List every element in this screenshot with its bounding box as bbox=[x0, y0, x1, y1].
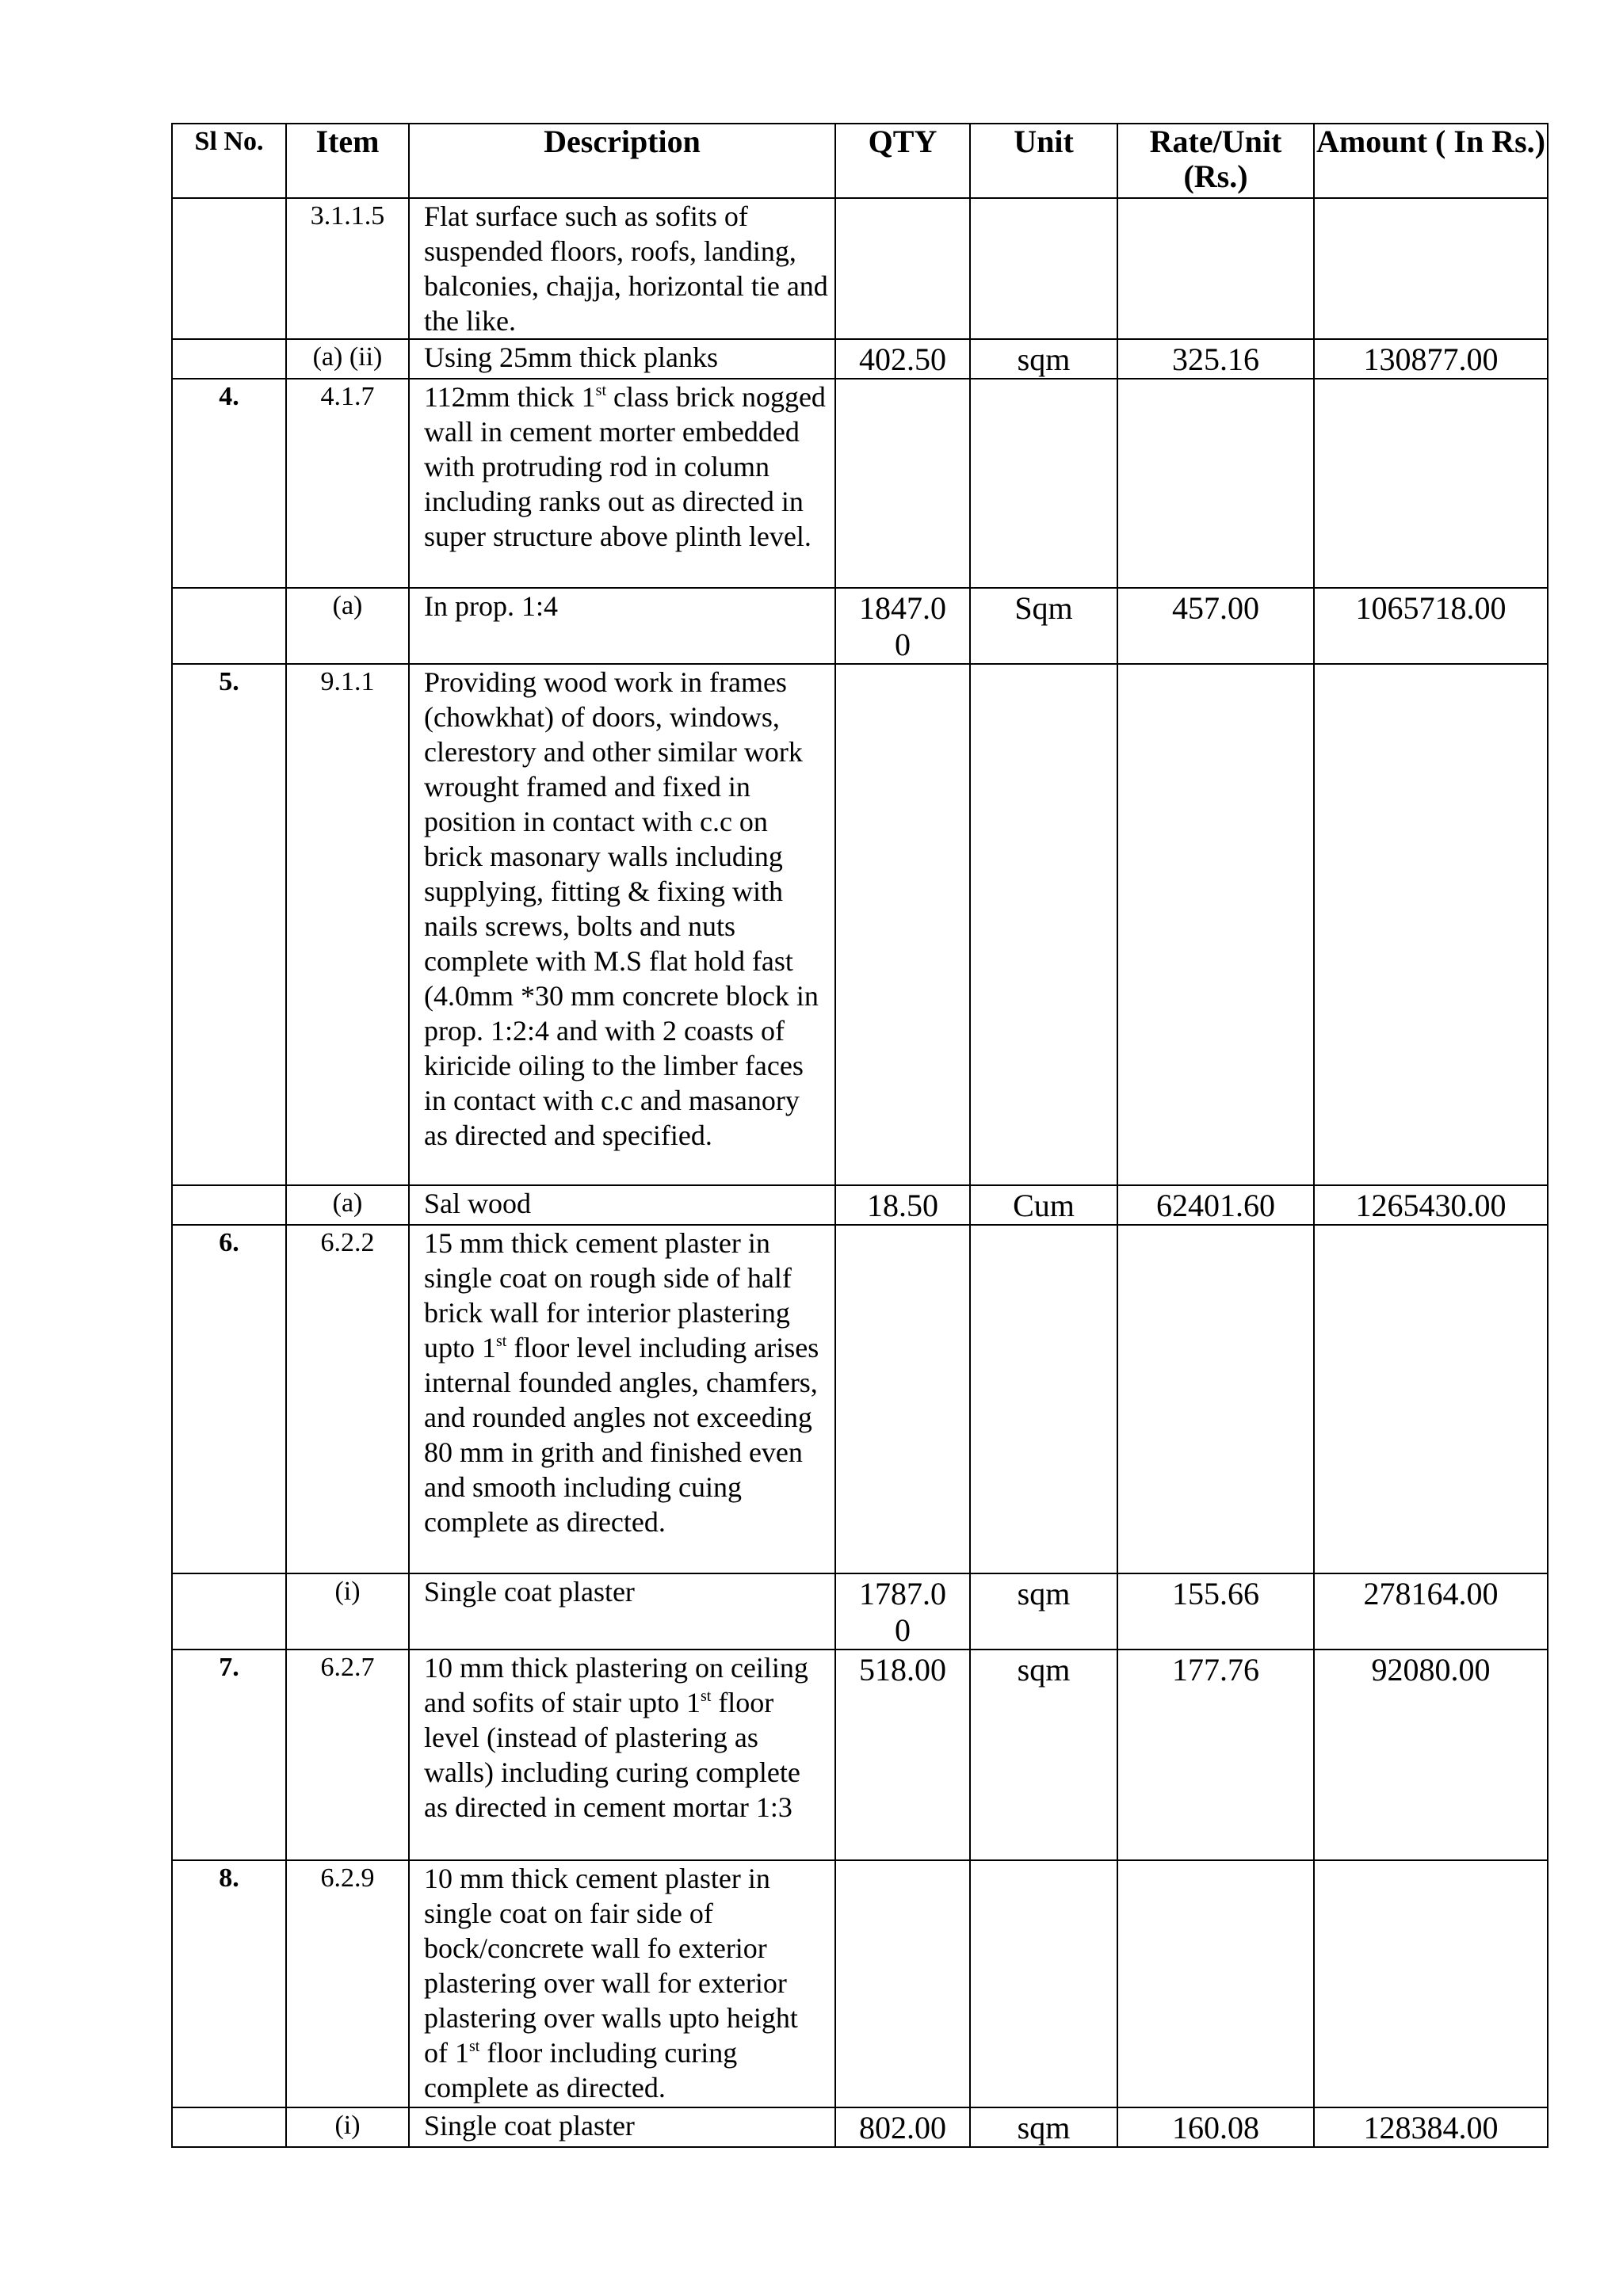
unit-cell: sqm bbox=[970, 1650, 1117, 1860]
item-code-cell: 3.1.1.5 bbox=[286, 198, 409, 339]
rate-cell bbox=[1117, 1225, 1314, 1573]
description-text: 10 mm thick cement plaster in single coat on fair side of bock/concrete wall fo exterior plastering over wall for exterior plastering over walls upto height of 1 bbox=[424, 1863, 798, 2069]
amount-cell bbox=[1314, 664, 1548, 1185]
unit-cell bbox=[970, 198, 1117, 339]
item-code-cell: (i) bbox=[286, 1573, 409, 1650]
qty-cell: 518.00 bbox=[835, 1650, 970, 1860]
item-code-cell: (a) bbox=[286, 588, 409, 664]
table-row bbox=[172, 1860, 1548, 2107]
unit-cell bbox=[970, 379, 1117, 588]
description-cell bbox=[409, 1225, 835, 1573]
item-code-cell: 6.2.7 bbox=[286, 1650, 409, 1860]
qty-cell: 402.50 bbox=[835, 339, 970, 379]
description-cell bbox=[409, 1650, 835, 1860]
sl-no-cell bbox=[172, 198, 286, 339]
table-row bbox=[172, 664, 1548, 1185]
ordinal-suffix: st bbox=[700, 1688, 712, 1705]
amount-cell: 130877.00 bbox=[1314, 339, 1548, 379]
amount-cell bbox=[1314, 1225, 1548, 1573]
table-row bbox=[172, 1650, 1548, 1860]
description-text: 112mm thick 1 bbox=[424, 381, 596, 413]
description-cell: Single coat plaster bbox=[409, 1573, 835, 1650]
description-cell bbox=[409, 1860, 835, 2107]
table-body bbox=[172, 198, 1548, 2147]
description-cell: Flat surface such as sofits of suspended floors, roofs, landing, balconies, chajja, horizontal tie and the like. bbox=[409, 198, 835, 339]
description-text: 15 mm thick cement plaster in single coat on rough side of half brick wall for interior plastering upto 1 bbox=[424, 1227, 792, 1363]
unit-cell: Cum bbox=[970, 1185, 1117, 1225]
header-unit: Unit bbox=[970, 124, 1117, 198]
ordinal-suffix: st bbox=[469, 2038, 480, 2055]
rate-cell: 155.66 bbox=[1117, 1573, 1314, 1650]
table-row bbox=[172, 2107, 1548, 2147]
qty-cell bbox=[835, 1860, 970, 2107]
amount-cell bbox=[1314, 1860, 1548, 2107]
header-qty: QTY bbox=[835, 124, 970, 198]
table-row bbox=[172, 1225, 1548, 1573]
item-code-cell: (a) bbox=[286, 1185, 409, 1225]
header-row bbox=[172, 124, 1548, 198]
sl-no-cell bbox=[172, 2107, 286, 2147]
unit-cell: sqm bbox=[970, 2107, 1117, 2147]
amount-cell: 1065718.00 bbox=[1314, 588, 1548, 664]
rate-cell: 177.76 bbox=[1117, 1650, 1314, 1860]
header-rate: Rate/Unit (Rs.) bbox=[1117, 124, 1314, 198]
header-sl-no: Sl No. bbox=[172, 124, 286, 198]
description-cell: Single coat plaster bbox=[409, 2107, 835, 2147]
table-row bbox=[172, 198, 1548, 339]
description-cell: In prop. 1:4 bbox=[409, 588, 835, 664]
sl-no-cell: 8. bbox=[172, 1860, 286, 2107]
unit-cell: sqm bbox=[970, 1573, 1117, 1650]
sl-no-cell: 7. bbox=[172, 1650, 286, 1860]
header-description: Description bbox=[409, 124, 835, 198]
description-text: floor including curing complete as directed. bbox=[424, 2037, 738, 2103]
sl-no-cell bbox=[172, 339, 286, 379]
item-code-cell: (a) (ii) bbox=[286, 339, 409, 379]
description-text: floor level including arises internal founded angles, chamfers, and rounded angles not exceeding 80 mm in grith and finished even and smooth including cuing complete as directed. bbox=[424, 1332, 819, 1538]
qty-cell bbox=[835, 664, 970, 1185]
sl-no-cell: 4. bbox=[172, 379, 286, 588]
amount-cell: 128384.00 bbox=[1314, 2107, 1548, 2147]
sl-no-cell bbox=[172, 588, 286, 664]
description-cell: Providing wood work in frames (chowkhat) of doors, windows, clerestory and other similar work wrought framed and fixed in position in contact with c.c on brick masonary walls including supplying, fitting & fixing with nails screws, bolts and nuts complete with M.S flat hold fast (4.0mm *30 mm concrete block in prop. 1:2:4 and with 2 coasts of kiricide oiling to the limber faces in contact with c.c and masanory as directed and specified. bbox=[409, 664, 835, 1185]
rate-cell bbox=[1117, 198, 1314, 339]
unit-cell bbox=[970, 1860, 1117, 2107]
table-row bbox=[172, 1573, 1548, 1650]
ordinal-suffix: st bbox=[496, 1333, 507, 1350]
qty-cell bbox=[835, 1225, 970, 1573]
qty-cell bbox=[835, 198, 970, 339]
rate-cell bbox=[1117, 379, 1314, 588]
description-text: floor level (instead of plastering as walls) including curing complete as directed in cement mortar 1:3 bbox=[424, 1687, 800, 1823]
sl-no-cell: 5. bbox=[172, 664, 286, 1185]
item-code-cell: 4.1.7 bbox=[286, 379, 409, 588]
qty-cell bbox=[835, 379, 970, 588]
rate-cell bbox=[1117, 664, 1314, 1185]
amount-cell bbox=[1314, 379, 1548, 588]
qty-cell: 802.00 bbox=[835, 2107, 970, 2147]
rate-cell: 457.00 bbox=[1117, 588, 1314, 664]
table-row bbox=[172, 588, 1548, 664]
rate-cell bbox=[1117, 1860, 1314, 2107]
table-row bbox=[172, 339, 1548, 379]
description-text: 10 mm thick plastering on ceiling and sofits of stair upto 1 bbox=[424, 1652, 808, 1718]
unit-cell bbox=[970, 664, 1117, 1185]
amount-cell bbox=[1314, 198, 1548, 339]
description-cell bbox=[409, 379, 835, 588]
qty-cell: 1847.00 bbox=[835, 588, 970, 664]
sl-no-cell bbox=[172, 1185, 286, 1225]
rate-cell: 325.16 bbox=[1117, 339, 1314, 379]
item-code-cell: 6.2.9 bbox=[286, 1860, 409, 2107]
item-code-cell: (i) bbox=[286, 2107, 409, 2147]
description-cell: Using 25mm thick planks bbox=[409, 339, 835, 379]
amount-cell: 278164.00 bbox=[1314, 1573, 1548, 1650]
sl-no-cell: 6. bbox=[172, 1225, 286, 1573]
item-code-cell: 6.2.2 bbox=[286, 1225, 409, 1573]
description-text: class brick nogged wall in cement morter embedded with protruding rod in column including ranks out as directed in super structure above plinth level. bbox=[424, 381, 826, 552]
rate-cell: 62401.60 bbox=[1117, 1185, 1314, 1225]
header-item: Item bbox=[286, 124, 409, 198]
table-row bbox=[172, 1185, 1548, 1225]
amount-cell: 1265430.00 bbox=[1314, 1185, 1548, 1225]
boq-table bbox=[171, 123, 1549, 2148]
rate-cell: 160.08 bbox=[1117, 2107, 1314, 2147]
unit-cell: sqm bbox=[970, 339, 1117, 379]
unit-cell bbox=[970, 1225, 1117, 1573]
description-cell: Sal wood bbox=[409, 1185, 835, 1225]
item-code-cell: 9.1.1 bbox=[286, 664, 409, 1185]
table-row bbox=[172, 379, 1548, 588]
qty-cell: 18.50 bbox=[835, 1185, 970, 1225]
amount-cell: 92080.00 bbox=[1314, 1650, 1548, 1860]
sl-no-cell bbox=[172, 1573, 286, 1650]
header-amount: Amount ( In Rs.) bbox=[1314, 124, 1548, 198]
unit-cell: Sqm bbox=[970, 588, 1117, 664]
ordinal-suffix: st bbox=[595, 382, 606, 399]
qty-cell: 1787.00 bbox=[835, 1573, 970, 1650]
